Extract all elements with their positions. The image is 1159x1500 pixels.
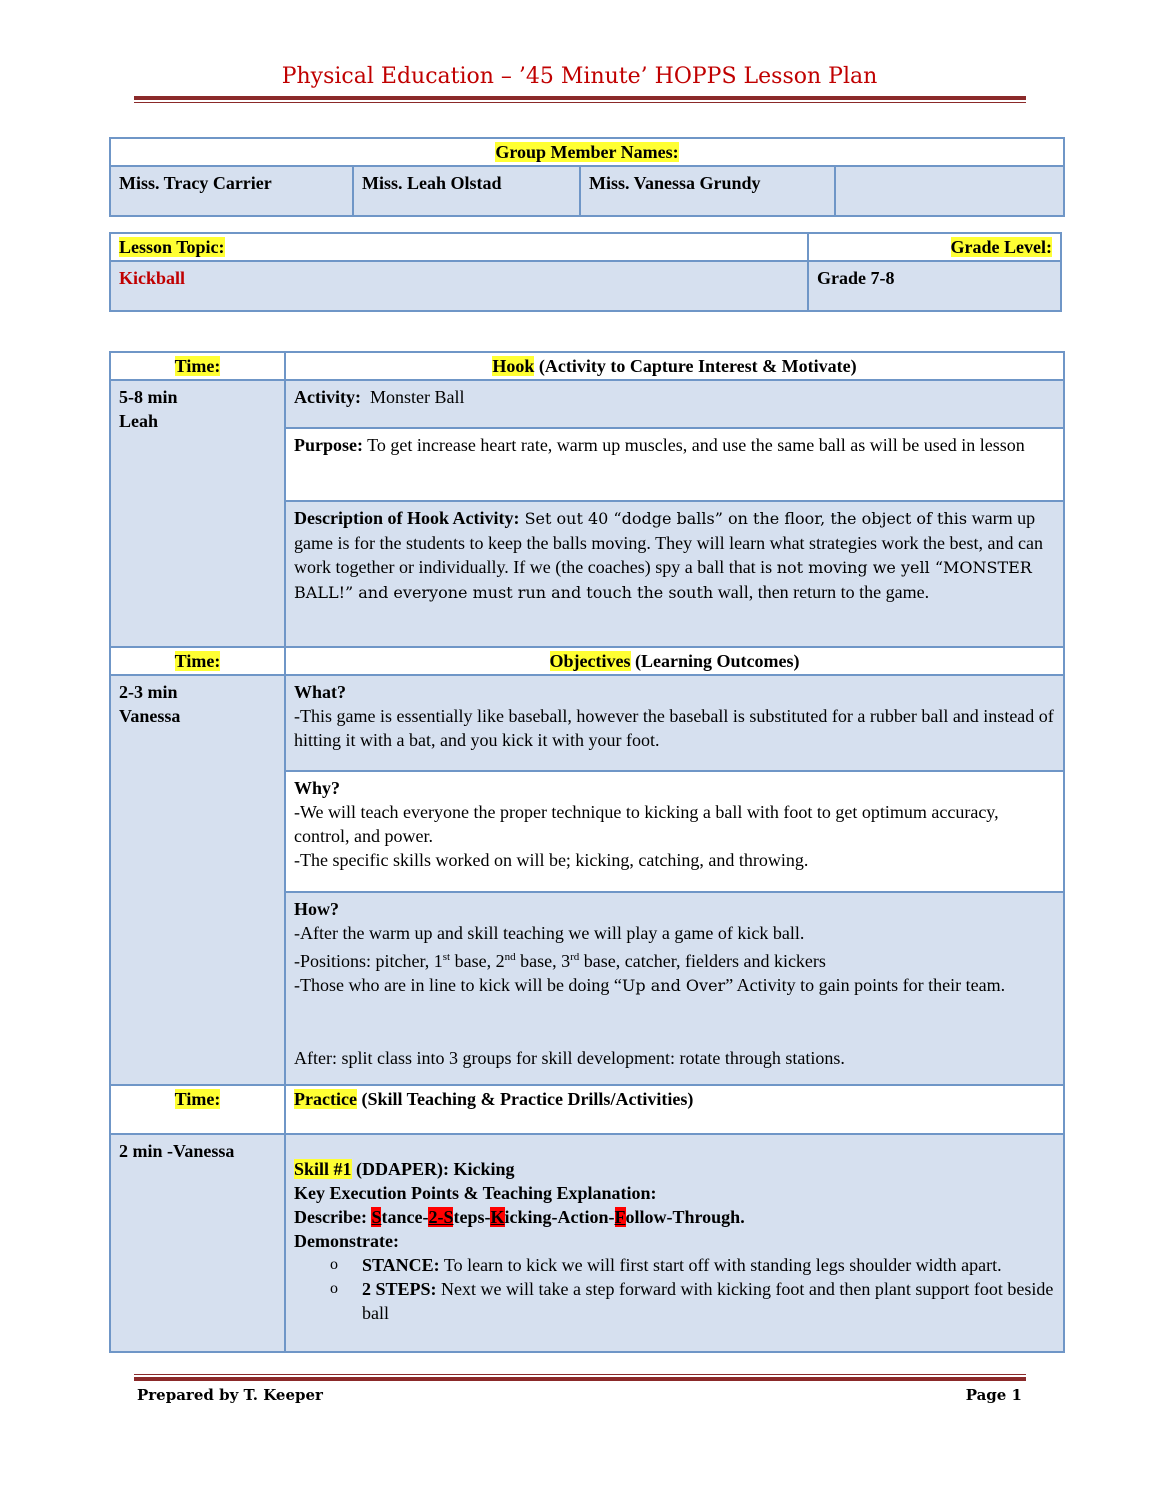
hook-description: Description of Hook Activity: Set out 40 “dodge balls” on the floor, the object of this warm up game is for the students to keep the balls moving. They will learn what strategies work the best, and can work together or individually. If we (the coaches) spy a ball that is not moving we yell “MONSTER BALL!” and everyone must run and touch the south wall, then return to the game. <box>285 501 1064 647</box>
lesson-topic-table <box>109 232 1062 312</box>
grade-level-value: Grade 7-8 <box>808 261 1061 311</box>
objectives-person: Vanessa <box>119 706 181 726</box>
objectives-time-cell <box>110 675 285 1085</box>
demonstrate-list <box>294 1253 1055 1325</box>
header-rule <box>134 96 1026 103</box>
lesson-topic-label: Lesson Topic: <box>119 237 225 257</box>
practice-skill-1: Skill #1 (DDAPER): Kicking Key Execution Points & Teaching Explanation: Describe: Stance-2-Steps-Kicking-Action-Follow-Through. Demonstrate: o STANCE: To learn to kick we will first start off with standing legs shoulder width apart. o 2 STEPS: Next we will take a step forward with kicking foot and then plant support foot beside ball <box>285 1134 1064 1352</box>
lesson-plan-table <box>109 351 1065 1353</box>
hook-activity: Activity: Monster Ball <box>285 380 1064 428</box>
group-members-table <box>109 137 1065 217</box>
group-members-label: Group Member Names: <box>495 142 679 162</box>
practice-heading: Practice (Skill Teaching & Practice Drills/Activities) <box>285 1085 1064 1134</box>
hook-time: 5-8 min <box>119 387 178 407</box>
member-name: Miss. Tracy Carrier <box>110 166 353 216</box>
objectives-what: What? -This game is essentially like baseball, however the baseball is substituted for a rubber ball and instead of hitting it with a bat, and you kick it with your foot. <box>285 675 1064 771</box>
footer-author: Prepared by T. Keeper <box>137 1386 323 1404</box>
lesson-topic-value: Kickball <box>110 261 808 311</box>
objectives-why: Why? -We will teach everyone the proper technique to kicking a ball with foot to get optimum accuracy, control, and power. -The specific skills worked on will be; kicking, catching, and throwing. <box>285 771 1064 892</box>
list-item: o 2 STEPS: Next we will take a step forward with kicking foot and then plant support foot beside ball <box>362 1277 1055 1325</box>
grade-level-label: Grade Level: <box>950 237 1052 257</box>
objectives-how: How? -After the warm up and skill teaching we will play a game of kick ball. -Positions: pitcher, 1st base, 2nd base, 3rd base, catcher, fielders and kickers -Those who are in line to kick will be doing “Up and Over” Activity to gain points for their team. After: split class into 3 groups for skill development: rotate through stations. <box>285 892 1064 1085</box>
member-name: Miss. Leah Olstad <box>353 166 580 216</box>
hook-time-cell <box>110 380 285 647</box>
member-name: Miss. Vanessa Grundy <box>580 166 835 216</box>
time-label: Time: <box>174 1089 221 1109</box>
hook-heading: Hook (Activity to Capture Interest & Motivate) <box>285 352 1064 380</box>
footer-rule <box>134 1374 1026 1381</box>
time-label: Time: <box>174 356 221 376</box>
hook-person: Leah <box>119 411 159 431</box>
member-name <box>835 166 1064 216</box>
list-item: o STANCE: To learn to kick we will first start off with standing legs shoulder width apart. <box>362 1253 1055 1277</box>
page-title: Physical Education – ’45 Minute’ HOPPS Lesson Plan <box>281 64 878 89</box>
page-number: Page 1 <box>965 1386 1022 1404</box>
time-label: Time: <box>174 651 221 671</box>
objectives-heading: Objectives (Learning Outcomes) <box>285 647 1064 675</box>
objectives-time: 2-3 min <box>119 682 178 702</box>
practice-time: 2 min -Vanessa <box>110 1134 285 1352</box>
describe-line: Describe: Stance-2-Steps-Kicking-Action-Follow-Through. <box>294 1207 745 1227</box>
hook-purpose: Purpose: To get increase heart rate, warm up muscles, and use the same ball as will be used in lesson <box>285 428 1064 501</box>
